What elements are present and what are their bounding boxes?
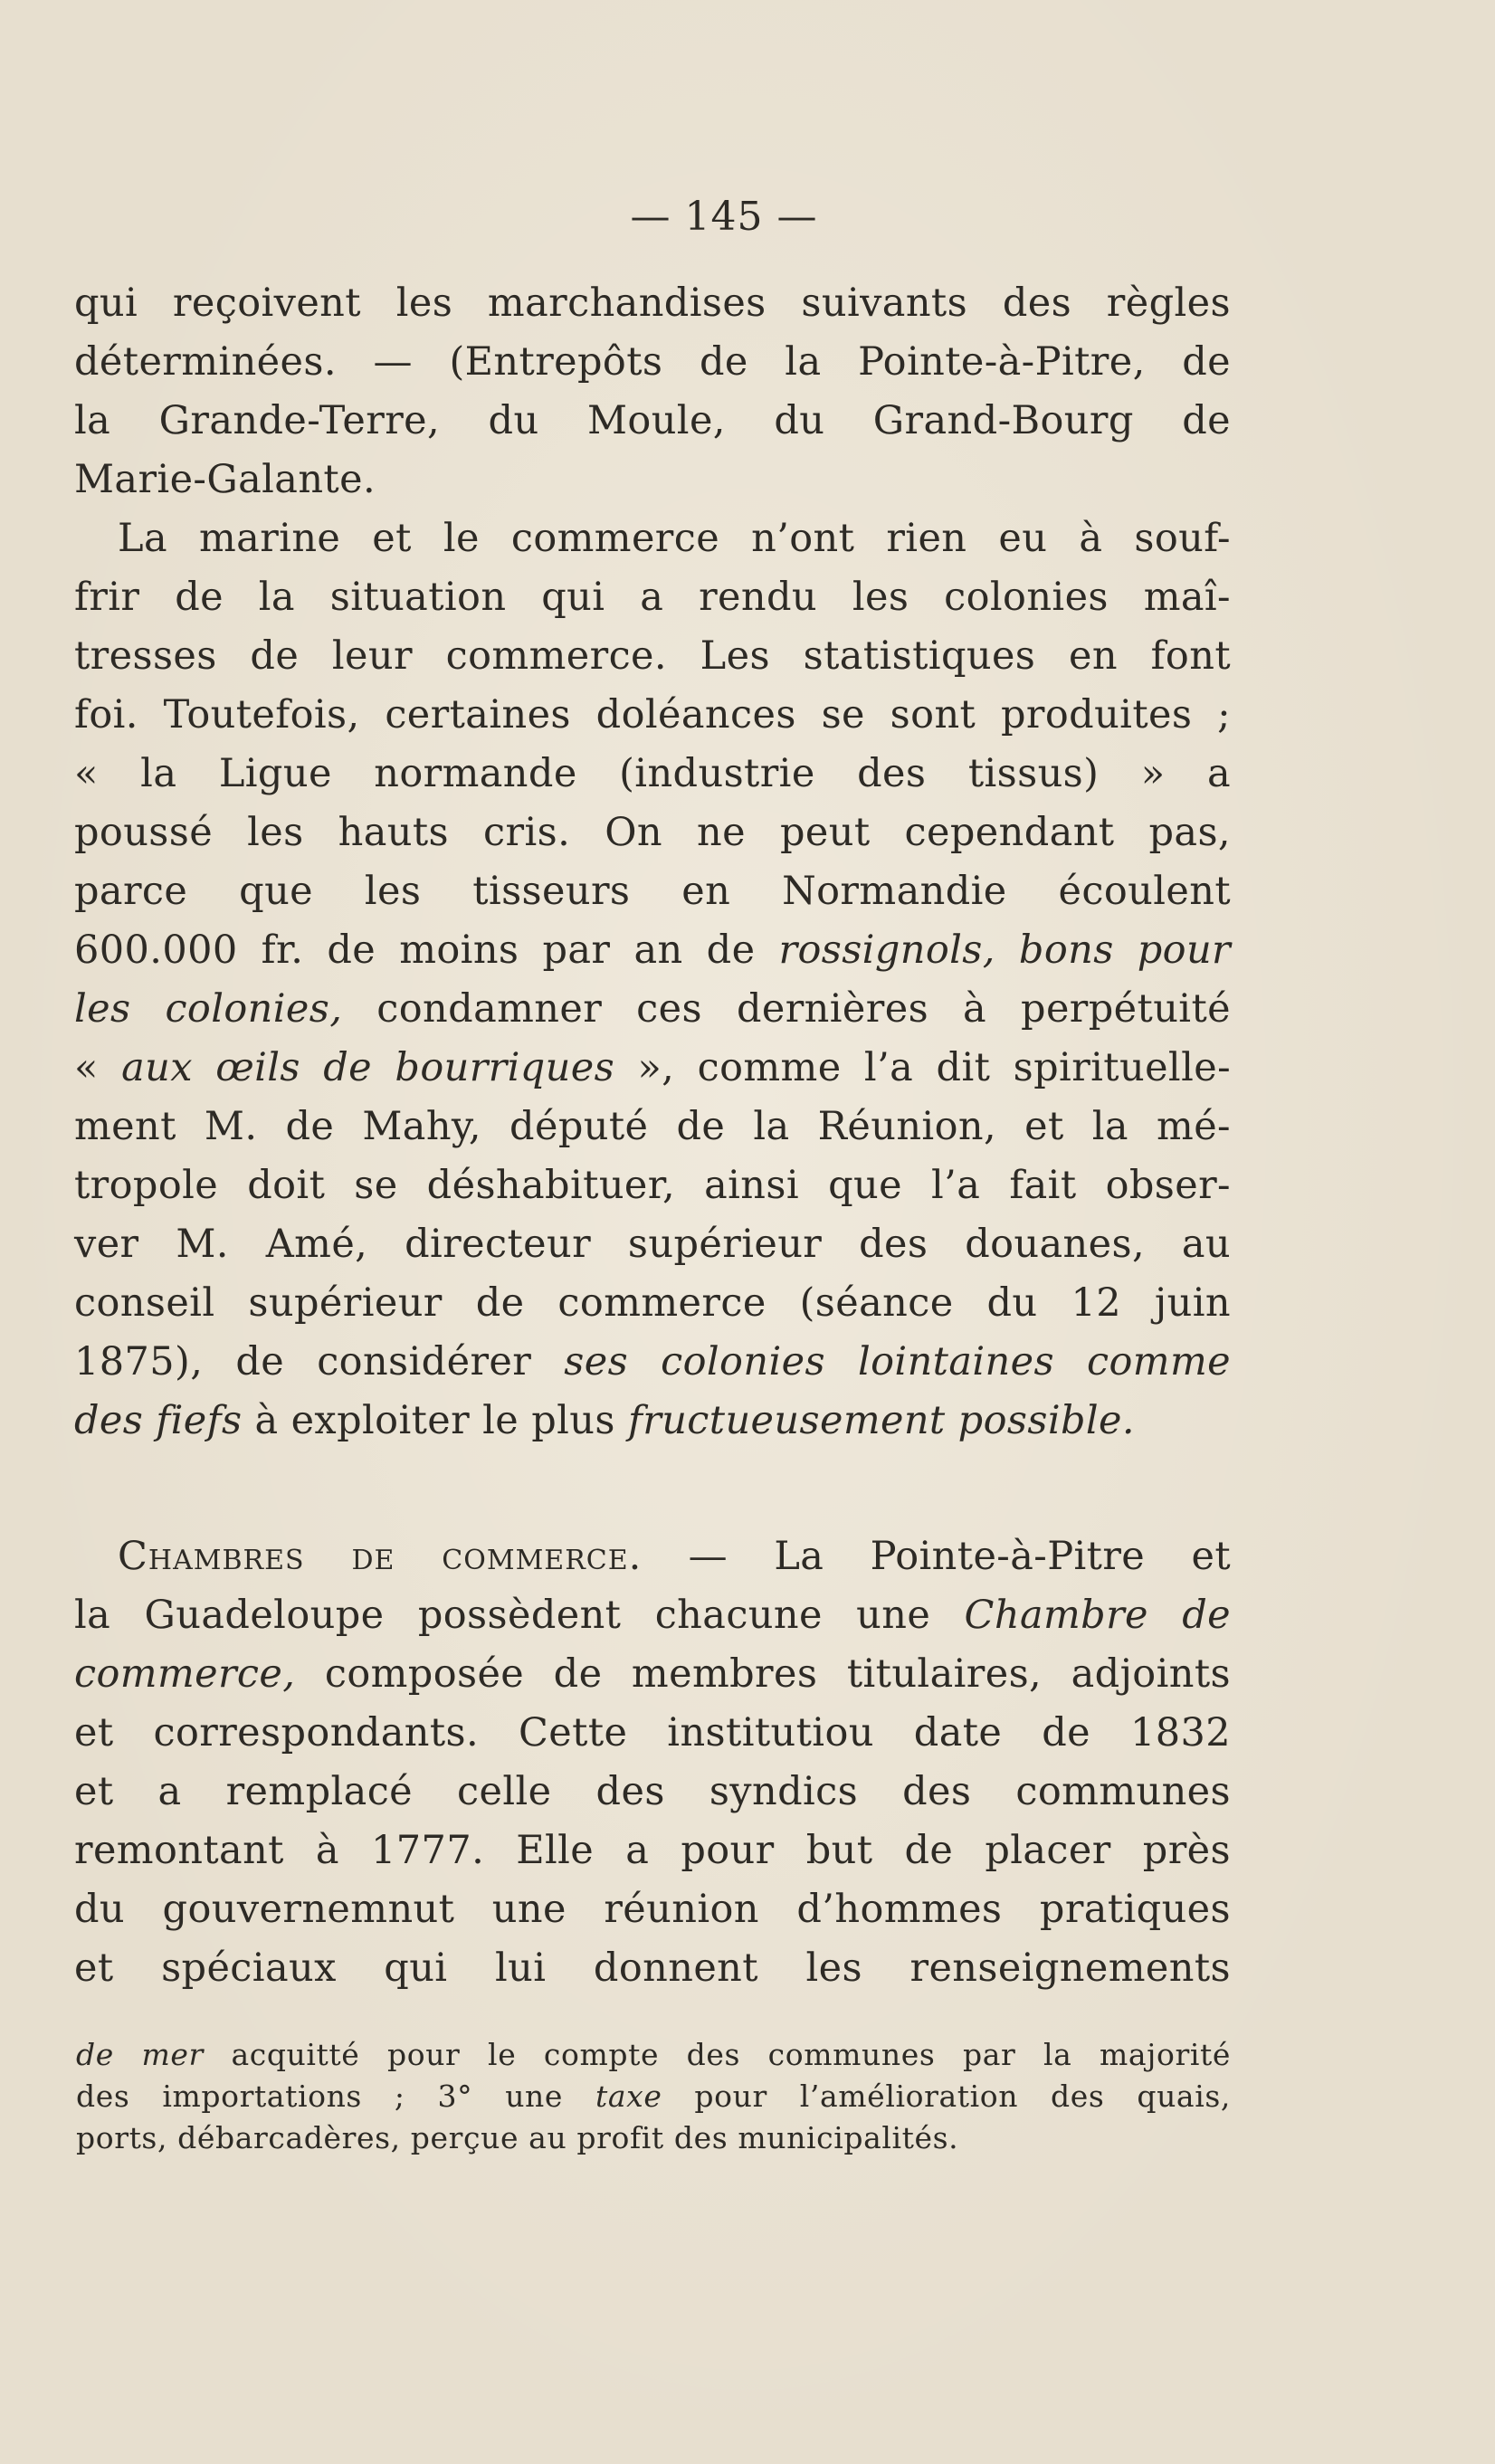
text-run: 600.000 fr. de moins par an de [74, 928, 779, 973]
text-run: », comme l’a dit spirituelle- [614, 1045, 1232, 1090]
italic-run: commerce, [74, 1651, 296, 1697]
text-line: et spéciaux qui lui donnent les renseignements [74, 1946, 1231, 1991]
italic-run: Chambre de [964, 1593, 1231, 1638]
text-run: pour l’amélioration des quais, [662, 2079, 1231, 2114]
text-line: la Grande-Terre, du Moule, du Grand-Bourg de [74, 398, 1231, 443]
italic-run: de mer [76, 2037, 204, 2072]
text-line [118, 1529, 1231, 1584]
text-line [74, 1647, 1231, 1701]
italic-run: aux œils de bourriques [121, 1045, 615, 1090]
text-line [74, 1335, 1231, 1389]
text-line: ver M. Amé, directeur supérieur des douanes, au [74, 1222, 1231, 1267]
text-line [74, 1588, 1231, 1642]
text-line: parce que les tisseurs en Normandie écoulent [74, 869, 1231, 914]
text-run: composée de membres titulaires, adjoints [295, 1651, 1231, 1697]
text-line: conseil supérieur de commerce (séance du 12 juin [74, 1280, 1231, 1326]
text-line: tropole doit se déshabituer, ainsi que l’a fait obser- [74, 1163, 1231, 1208]
text-line: du gouvernemnut une réunion d’hommes pratiques [74, 1887, 1231, 1932]
text-line: tresses de leur commerce. Les statistiques en font [74, 633, 1231, 679]
italic-run: fructueusement possible. [627, 1398, 1135, 1443]
text-run: à exploiter le plus [242, 1398, 628, 1443]
text-line: frir de la situation qui a rendu les colonies maî- [74, 575, 1231, 620]
footnote-line [76, 2034, 1231, 2076]
italic-run: rossignols, bons pour [778, 928, 1232, 973]
footnote-line: ports, débarcadères, perçue au profit des municipalités. [76, 2120, 959, 2155]
text-line [74, 982, 1231, 1036]
text-line: Marie-Galante. [74, 457, 376, 502]
text-line: déterminées. — (Entrepôts de la Pointe-à-Pitre, de [74, 339, 1231, 385]
text-line: poussé les hauts cris. On ne peut cependant pas, [74, 810, 1231, 855]
text-run: acquitté pour le compte des communes par la majorité [203, 2037, 1231, 2072]
text-line [74, 1041, 1231, 1095]
text-line [74, 1394, 1231, 1448]
text-line: La marine et le commerce n’ont rien eu à souf- [118, 516, 1231, 561]
page-number: — 145 — [630, 194, 818, 240]
text-run: des importations ; 3° une [76, 2079, 595, 2114]
text-line: et a remplacé celle des syndics des communes [74, 1769, 1231, 1814]
text-line: foi. Toutefois, certaines doléances se sont produites ; [74, 692, 1231, 737]
text-run: « [74, 1045, 122, 1090]
text-run: la Guadeloupe possèdent chacune une [74, 1593, 965, 1638]
text-run: — [642, 1534, 775, 1579]
text-line: remontant à 1777. Elle a pour but de placer près [74, 1828, 1231, 1873]
text-line: « la Ligue normande (industrie des tissus) » a [74, 751, 1231, 796]
italic-run: ses colonies lointaines comme [564, 1339, 1231, 1384]
italic-run: des fiefs [74, 1398, 243, 1443]
text-line [74, 923, 1231, 977]
italic-run: taxe [595, 2079, 662, 2114]
italic-run: les colonies, [74, 986, 343, 1032]
text-line: et correspondants. Cette institutiou date de 1832 [74, 1710, 1231, 1755]
section-heading: Chambres de commerce. [118, 1534, 643, 1579]
text-run: 1875), de considérer [74, 1339, 565, 1384]
text-line: qui reçoivent les marchandises suivants des règles [74, 281, 1231, 326]
text-line: ment M. de Mahy, député de la Réunion, et la mé- [74, 1104, 1231, 1149]
text-run: La Pointe-à-Pitre et [774, 1534, 1231, 1579]
footnote-line [76, 2076, 1231, 2117]
text-run: condamner ces dernières à perpétuité [342, 986, 1231, 1032]
